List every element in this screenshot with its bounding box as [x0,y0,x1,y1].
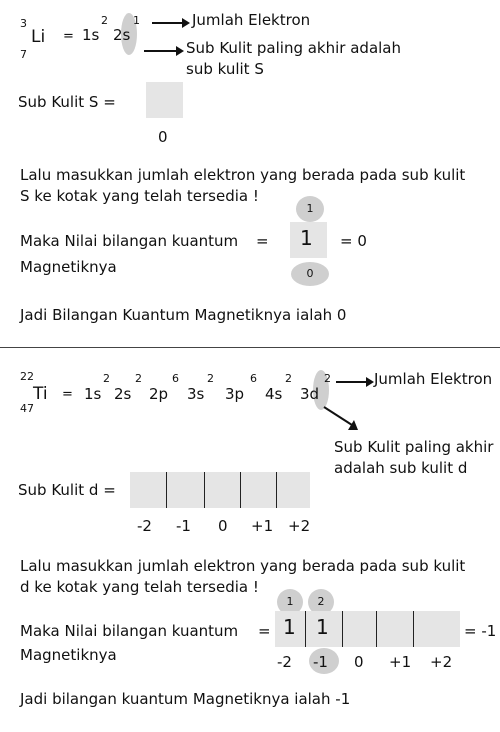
ti-label-subkulit-2: adalah sub kulit d [334,459,468,477]
arrow-right-icon [150,16,190,30]
ti-result-box-arrow: 1 [283,615,296,639]
ti-config-3d: 3d [300,385,320,403]
ti-oval-top-label: 2 [317,595,325,608]
ti-orbital-boxes [130,472,310,508]
ti-maka-2: Magnetiknya [20,646,117,664]
li-instruction-1: Lalu masukkan jumlah elektron yang berada pada sub kulit [20,166,466,184]
ti-m-value-bottom: 0 [354,653,364,671]
li-config-1s-sup: 2 [101,14,108,27]
ti-config-2p: 2p [149,385,169,403]
li-oval-top-label: 1 [306,202,314,215]
ti-m-value: 0 [218,517,228,535]
ti-equals: = [62,387,73,402]
li-subkulit-label: Sub Kulit S = [18,93,116,111]
li-conclusion: Jadi Bilangan Kuantum Magnetiknya ialah 0 [20,306,347,324]
li-label-jumlah: Jumlah Elektron [192,11,311,29]
box-divider [342,611,343,647]
ti-atomic-number: 47 [20,402,34,415]
ti-m-value-bottom: -2 [277,653,292,671]
arrow-right-icon [334,375,374,389]
li-mass-number: 3 [20,17,27,30]
ti-mass-number: 22 [20,370,34,383]
li-result: = 0 [340,232,367,250]
ti-m-value-bottom: +2 [430,653,453,671]
ti-maka-eq: = [258,622,271,640]
arrow-right-icon [142,44,184,58]
ti-subkulit-label: Sub Kulit d = [18,481,116,499]
ti-result-box-arrow: 1 [316,615,329,639]
ti-m-value: +2 [288,517,311,535]
li-atomic-number: 7 [20,48,27,61]
ti-config-4s: 4s [265,385,283,403]
ti-instruction-1: Lalu masukkan jumlah elektron yang berada pada sub kulit [20,557,466,575]
box-divider [166,472,167,508]
li-box-value: 0 [158,128,168,146]
ti-instruction-2: d ke kotak yang telah tersedia ! [20,578,259,596]
ti-m-value: -2 [137,517,152,535]
ti-m-value: -1 [176,517,191,535]
box-divider [240,472,241,508]
ti-m-value-bottom: +1 [389,653,412,671]
li-result-box-arrow: 1 [300,226,313,250]
box-divider [376,611,377,647]
ti-config-2s: 2s [114,385,132,403]
ti-result-boxes [275,611,460,647]
li-maka-eq: = [256,232,269,250]
ti-config-3p-sup: 6 [250,372,257,385]
ti-config-2p-sup: 6 [172,372,179,385]
li-maka-1: Maka Nilai bilangan kuantum [20,232,239,250]
li-equals: = [63,29,74,44]
ti-config-1s: 1s [84,385,102,403]
ti-result: = -1 [464,622,497,640]
box-divider [413,611,414,647]
ti-config-1s-sup: 2 [103,372,110,385]
box-divider [204,472,205,508]
li-maka-2: Magnetiknya [20,258,117,276]
box-divider [305,611,306,647]
ti-config-3d-sup: 2 [324,372,331,385]
ti-conclusion: Jadi bilangan kuantum Magnetiknya ialah -1 [20,690,351,708]
ti-m-value-bottom: -1 [313,653,328,671]
ti-label-jumlah: Jumlah Elektron [374,370,493,388]
li-oval-bottom-label: 0 [306,267,314,280]
arrow-down-right-icon [322,405,362,433]
ti-label-subkulit-1: Sub Kulit paling akhir [334,438,494,456]
ti-config-3p: 3p [225,385,245,403]
li-instruction-2: S ke kotak yang telah tersedia ! [20,187,259,205]
ti-config-3s-sup: 2 [207,372,214,385]
li-config-2s: 2s [113,26,131,44]
ti-symbol: Ti [33,384,48,404]
section-divider [0,347,500,348]
li-config-1s: 1s [82,26,100,44]
ti-oval-top-label: 1 [286,595,294,608]
li-orbital-box [146,82,183,118]
ti-config-4s-sup: 2 [285,372,292,385]
li-symbol: Li [31,27,46,47]
box-divider [276,472,277,508]
ti-config-2s-sup: 2 [135,372,142,385]
li-label-subkulit-1: Sub Kulit paling akhir adalah [186,39,402,57]
ti-config-3s: 3s [187,385,205,403]
li-config-2s-sup: 1 [133,14,140,27]
ti-maka-1: Maka Nilai bilangan kuantum [20,622,239,640]
li-label-subkulit-2: sub kulit S [186,60,264,78]
ti-m-value: +1 [251,517,274,535]
